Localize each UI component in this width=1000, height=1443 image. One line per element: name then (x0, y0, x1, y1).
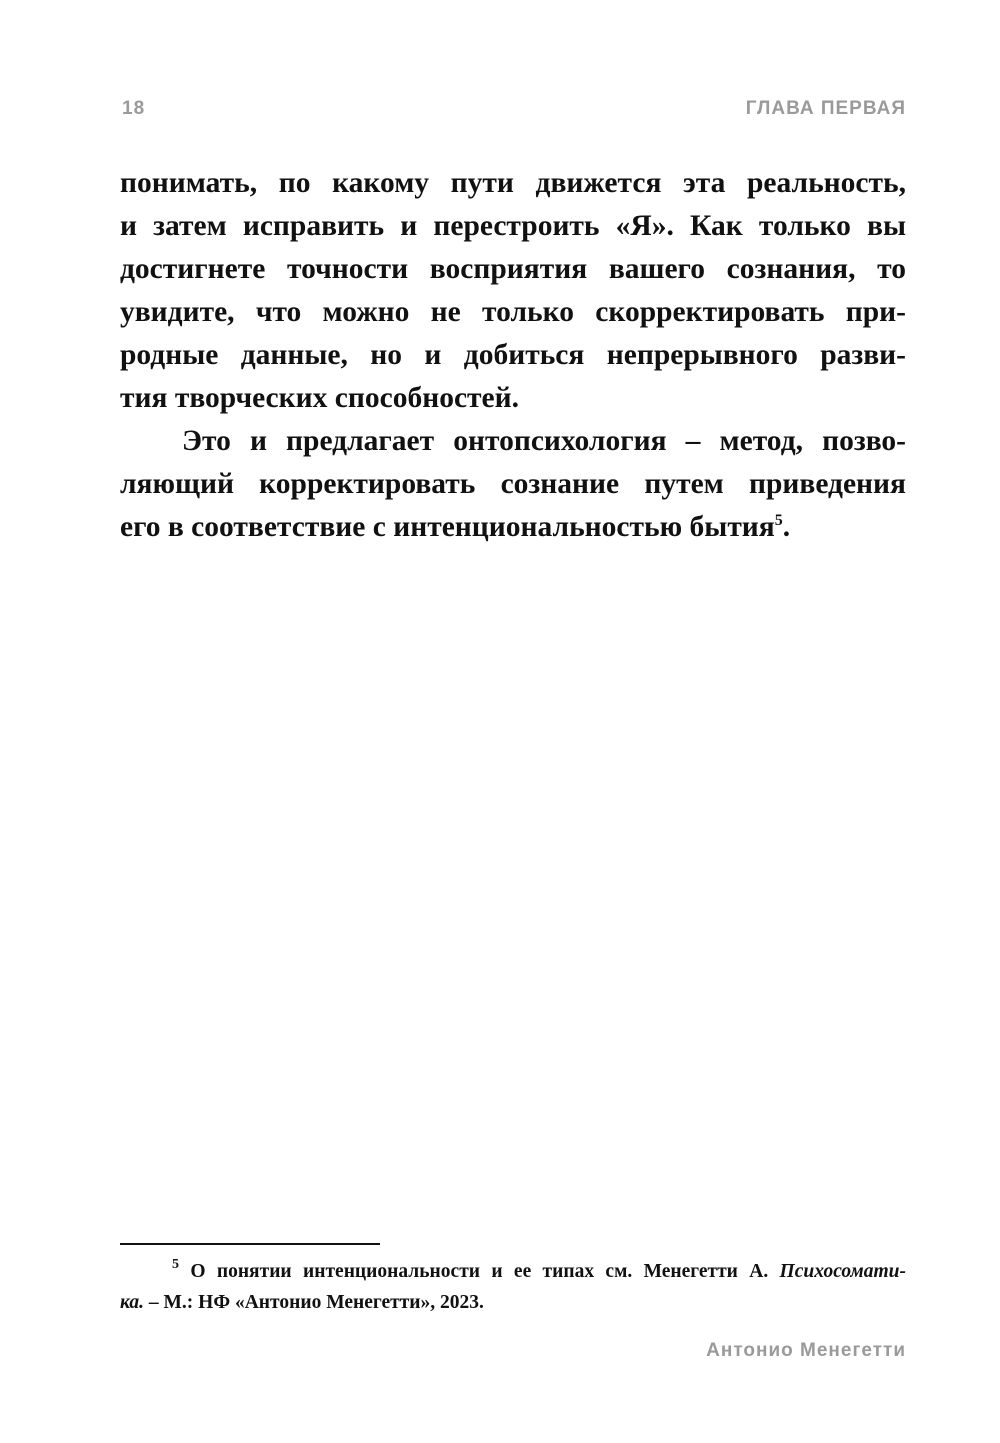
chapter-title: ГЛАВА ПЕРВАЯ (745, 98, 906, 119)
text-line: родные данные, но и добиться непрерывного разви- (120, 339, 906, 371)
text-line: увидите, что можно не только скорректировать при- (120, 296, 906, 328)
text-span: . (782, 511, 791, 543)
footnote-reference[interactable]: 5 (774, 512, 783, 529)
text-line: понимать, по какому пути движется эта реальность, (120, 167, 906, 199)
page-number: 18 (122, 98, 146, 119)
text-line: достигнете точности восприятия вашего сознания, то (120, 253, 906, 285)
text-line: ляющий корректировать сознание путем приведения (120, 468, 906, 500)
text-line (120, 506, 906, 549)
text-line: и затем исправить и перестроить «Я». Как только вы (120, 210, 906, 242)
footnote-number: 5 (172, 1257, 179, 1272)
footnote-line (120, 1287, 906, 1318)
text-line: Это и предлагает онтопсихология – метод, позво- (182, 425, 906, 457)
text-line: тия творческих способностей. (120, 382, 519, 414)
footnote-title: ка. (120, 1292, 145, 1313)
footnote-text: О понятии интенциональности и ее типах см. Менегетти А. (190, 1261, 769, 1282)
footer-author: Антонио Менегетти (706, 1340, 906, 1361)
footnote-line (120, 1256, 906, 1287)
body-text (120, 162, 906, 549)
footnote-title: Психосомати- (779, 1261, 907, 1282)
footnote (120, 1256, 906, 1318)
footnote-separator (120, 1243, 380, 1245)
text-span: его в соответствие с интенциональностью бытия (120, 511, 775, 543)
footnote-text: – М.: НФ «Антонио Менегетти», 2023. (144, 1292, 484, 1313)
